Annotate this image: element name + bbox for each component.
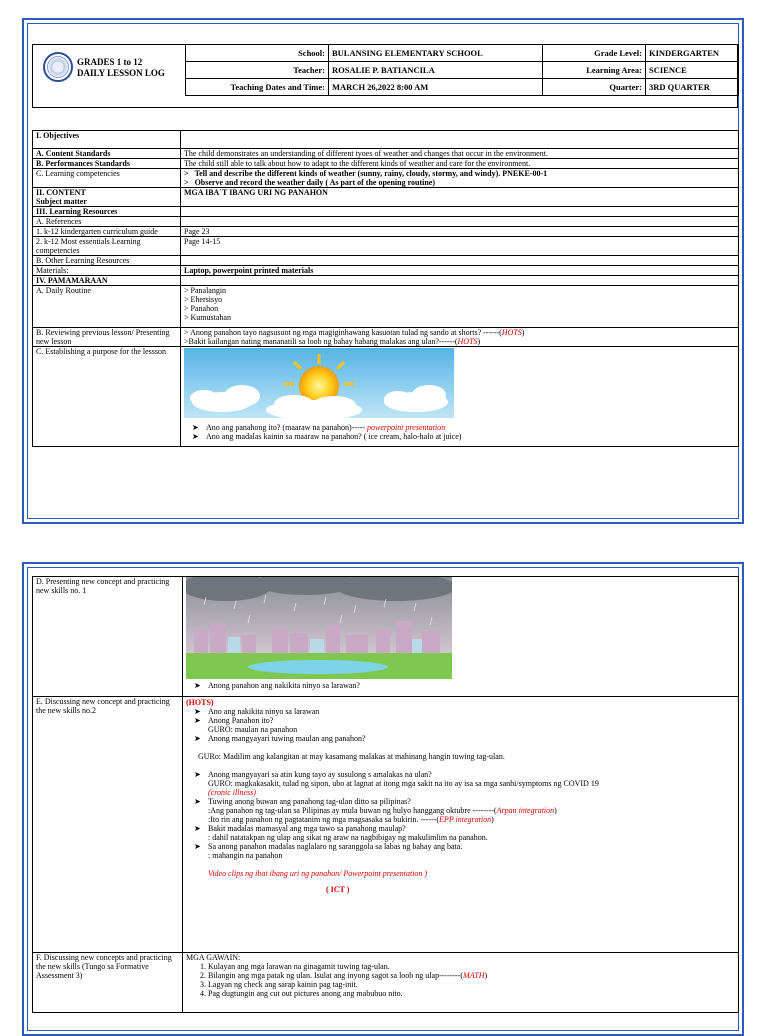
- purpose-label: C. Establishing a purpose for the lessson: [33, 347, 181, 447]
- content-standards-label: A. Content Standards: [33, 149, 181, 159]
- routine-item: > Panahon: [184, 304, 219, 313]
- hots-heading: (HOTS): [186, 698, 214, 707]
- header-table: [185, 44, 739, 96]
- objectives-heading: I. Objectives: [33, 131, 181, 149]
- school-label: School:: [186, 45, 329, 62]
- sunny-weather-image: [184, 348, 454, 418]
- dates-value: MARCH 26,2022 8:00 AM: [329, 79, 543, 96]
- rainy-weather-image: [186, 577, 452, 679]
- log-title: GRADES 1 to 12 DAILY LESSON LOG: [77, 57, 165, 78]
- materials-value: Laptop, powerpoint printed materials: [181, 266, 739, 276]
- area-value: SCIENCE: [646, 62, 739, 79]
- review-label: B. Reviewing previous lesson/ Presenting new lesson: [33, 328, 181, 347]
- guro-note: GURo: Madilim ang kalangitan at may kasamang malakas at mahinang hangin tuwing tag-ulan.: [198, 752, 505, 761]
- grade-label: Grade Level:: [543, 45, 646, 62]
- other-resources-label: B. Other Learning Resources: [33, 256, 181, 266]
- arrow-bullet-icon: ➤: [194, 707, 201, 716]
- activity-item: 1. Kulayan ang mga larawan na ginagamit tuwing tag-ulan.: [200, 962, 390, 971]
- arrow-bullet-icon: ➤: [194, 681, 201, 690]
- arrow-bullet-icon: ➤: [192, 432, 199, 441]
- arrow-bullet-icon: ➤: [194, 716, 201, 725]
- video-note: Video clips ng ibat ibang uri ng panahon/ Powerpoint presentation ): [208, 869, 428, 878]
- routine-item: > Ehersisyo: [184, 295, 223, 304]
- routine-item: > Kumustahan: [184, 313, 231, 322]
- competencies: > Tell and describe the different kinds of weather (sunny, rainy, cloudy, stormy, and windy). PNEKE-00-1 > Observe and record the weather daily ( As part of the opening routine): [181, 169, 739, 188]
- ref1-value: Page 23: [181, 227, 739, 237]
- dates-label: Teaching Dates and Time:: [186, 79, 329, 96]
- header-block: [32, 44, 738, 108]
- content-value: MGA IBA`T IBANG URI NG PANAHON: [181, 188, 739, 207]
- lesson-log-page-2: [22, 562, 744, 1036]
- content-standards: The child demonstrates an understanding of different tyoes of weather and changes that occur in the environment.: [181, 149, 739, 159]
- deped-seal-logo: [43, 52, 73, 82]
- presenting-label: D. Presenting new concept and practicing new skills no. 1: [33, 577, 183, 697]
- arrow-bullet-icon: ➤: [194, 842, 201, 851]
- routine-label: A. Daily Routine: [33, 286, 181, 328]
- performance-standards-label: B. Performances Standards: [33, 159, 181, 169]
- quarter-label: Quarter:: [543, 79, 646, 96]
- activity-item: 2. Bilangin ang mga patak ng ulan. Isulat ang inyong sagot sa loob ng ulap--------(MATH): [200, 971, 488, 980]
- activity-item: 4. Pag dugtungin ang cut out pictures anong ang mabubuo nito.: [200, 989, 403, 998]
- lesson-table-2: [32, 576, 739, 1013]
- arrow-bullet-icon: ➤: [194, 770, 201, 779]
- chevron-right-icon: >: [184, 178, 195, 187]
- grade-value: KINDERGARTEN: [646, 45, 739, 62]
- review-questions: > Anong panahon tayo nagsusuot ng mga magiginhawang kasuotan tulad ng sando at shorts? ------(HOTS) >Bakit kailangan nating mananatili sa loob ng bahay habang malakas ang ulan?------(HOTS): [181, 328, 739, 347]
- purpose-cell: ➤ Ano ang panahong ito? (maaraw na panahon)----- powerpoint presentation ➤ Ano ang madalas kainin sa maaraw na panahon? ( ice cream, halo-halo at juice): [181, 347, 739, 447]
- chevron-right-icon: >: [184, 169, 195, 178]
- formative-label: F. Discussing new concepts and practicing the new skills (Tungo sa Formative Assessment 3): [33, 953, 183, 1013]
- arrow-bullet-icon: ➤: [192, 423, 199, 432]
- procedure-heading: IV. PAMAMARAAN: [33, 276, 181, 286]
- school-value: BULANSING ELEMENTARY SCHOOL: [329, 45, 543, 62]
- teacher-label: Teacher:: [186, 62, 329, 79]
- quarter-value: 3RD QUARTER: [646, 79, 739, 96]
- presenting-cell: ➤ Anong panahon ang nakikita ninyo sa larawan?: [183, 577, 739, 697]
- ref2-value: Page 14-15: [181, 237, 739, 256]
- discussing-cell: (HOTS) ➤ Ano ang nakikita ninyo sa larawan ➤ Anong Panahon ito? GURO: maulan na panahon ➤ Anong mangyayari tuwing maulan ang panahon? GURo: Madilim ang kalangitan at may kasamang malakas at mahinang hangin tuwing tag-ulan. ➤ Anong mangyayari sa atin kung tayo ay susulong s amalakas na ulan? GURO: magkakasakit, tulad ng sipon, ubo at lagnat at itong mga sakit na ito ay isa sa mga sanhi/symptoms ng COVID 19 (cronic illness) ➤ Tuwing anong buwan ang panahong tag-ulan ditto sa pilipinas? :Ang panahon ng tag-ulan sa Pilipinas ay mula buwan ng hulyo hanggang oktubre --------(Arpan integration) :Ito rin ang panahon ng pagtatanim ng mga magsasaka sa bukirin. ------(EPP integration) ➤ Bakit madalas mamasyal ang mga tawo sa panahong maulap? : dahil natatakpan ng ulap ang sikat ng araw na nagbibigay ng makulimlim na panahon. ➤ Sa anong panahon madalas naglalaro ng saranggola sa labas ng bahay ang bata. : mahangin na panahon Video clips ng ibat ibang uri ng panahon/ Powerpoint presentation ) ( ICT ): [183, 697, 739, 953]
- activity-item: 3. Lagyan ng check ang sarap kainin pag tag-init.: [200, 980, 358, 989]
- references-label: A. References: [33, 217, 181, 227]
- routine-item: > Panalangin: [184, 286, 227, 295]
- activities-heading: MGA GAWAIN:: [186, 953, 241, 962]
- arrow-bullet-icon: ➤: [194, 824, 201, 833]
- activities-cell: [183, 953, 739, 1013]
- ref1-label: 1. k-12 kindergarten curriculum guide: [33, 227, 181, 237]
- teacher-value: ROSALIE P. BATIANCILA: [329, 62, 543, 79]
- area-label: Learning Area:: [543, 62, 646, 79]
- ict-label: ( ICT ): [326, 885, 350, 894]
- performance-standards: The child still able to talk about how to adapt to the different kinds of weather and care for the environment.: [181, 159, 739, 169]
- lesson-log-page-1: [22, 18, 744, 524]
- routine-list: [181, 286, 739, 328]
- ref2-label: 2. k-12 Most essentials Learning competencies: [33, 237, 181, 256]
- arrow-bullet-icon: ➤: [194, 734, 201, 743]
- arrow-bullet-icon: ➤: [194, 797, 201, 806]
- materials-label: Materials:: [33, 266, 181, 276]
- content-label: II. CONTENT Subject matter: [33, 188, 181, 207]
- discussing-label: E. Discussing new concept and practicing the new skills no.2: [33, 697, 183, 953]
- lesson-table-1: [32, 130, 739, 447]
- resources-heading: III. Learning Resources: [33, 207, 181, 217]
- competencies-label: C. Learning competencies: [33, 169, 181, 188]
